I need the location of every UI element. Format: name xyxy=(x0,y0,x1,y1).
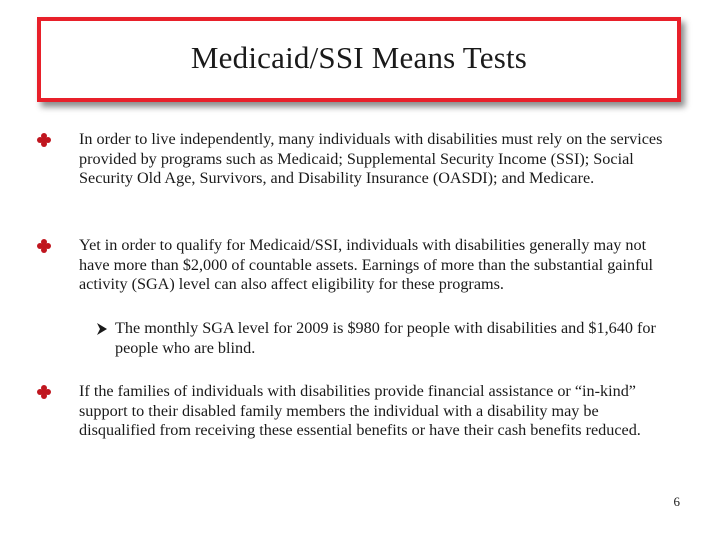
bullet-text: In order to live independently, many individuals with disabilities must rely on the services provided by programs such as Medicaid; Supplemental Security Income (SSI); Social Security Old Age, Survivors, and Disability Insurance (OASDI); and Medicare. xyxy=(79,130,663,187)
diamond-clover-bullet-icon xyxy=(37,385,51,399)
bullet-item xyxy=(37,236,677,295)
page-number: 6 xyxy=(673,494,680,509)
arrow-bullet-icon xyxy=(95,322,109,336)
sub-bullet-item xyxy=(95,319,685,358)
title-box xyxy=(37,17,681,102)
bullet-text: If the families of individuals with disabilities provide financial assistance or “in-kind” support to their disabled family members the individual with a disability may be disqualified from receiving these essential benefits or have their cash benefits reduced. xyxy=(79,382,641,439)
slide-title: Medicaid/SSI Means Tests xyxy=(190,39,528,75)
bullet-item xyxy=(37,130,677,189)
bullet-text: Yet in order to qualify for Medicaid/SSI, individuals with disabilities generally may not have more than $2,000 of countable assets. Earnings of more than the substantial gainful activity (SGA) level can also affect eligibility for these programs. xyxy=(79,236,654,293)
diamond-clover-bullet-icon xyxy=(37,239,51,253)
bullet-item xyxy=(37,382,677,441)
sub-bullet-text: The monthly SGA level for 2009 is $980 for people with disabilities and $1,640 for people who are blind. xyxy=(115,319,656,357)
diamond-clover-bullet-icon xyxy=(37,133,51,147)
